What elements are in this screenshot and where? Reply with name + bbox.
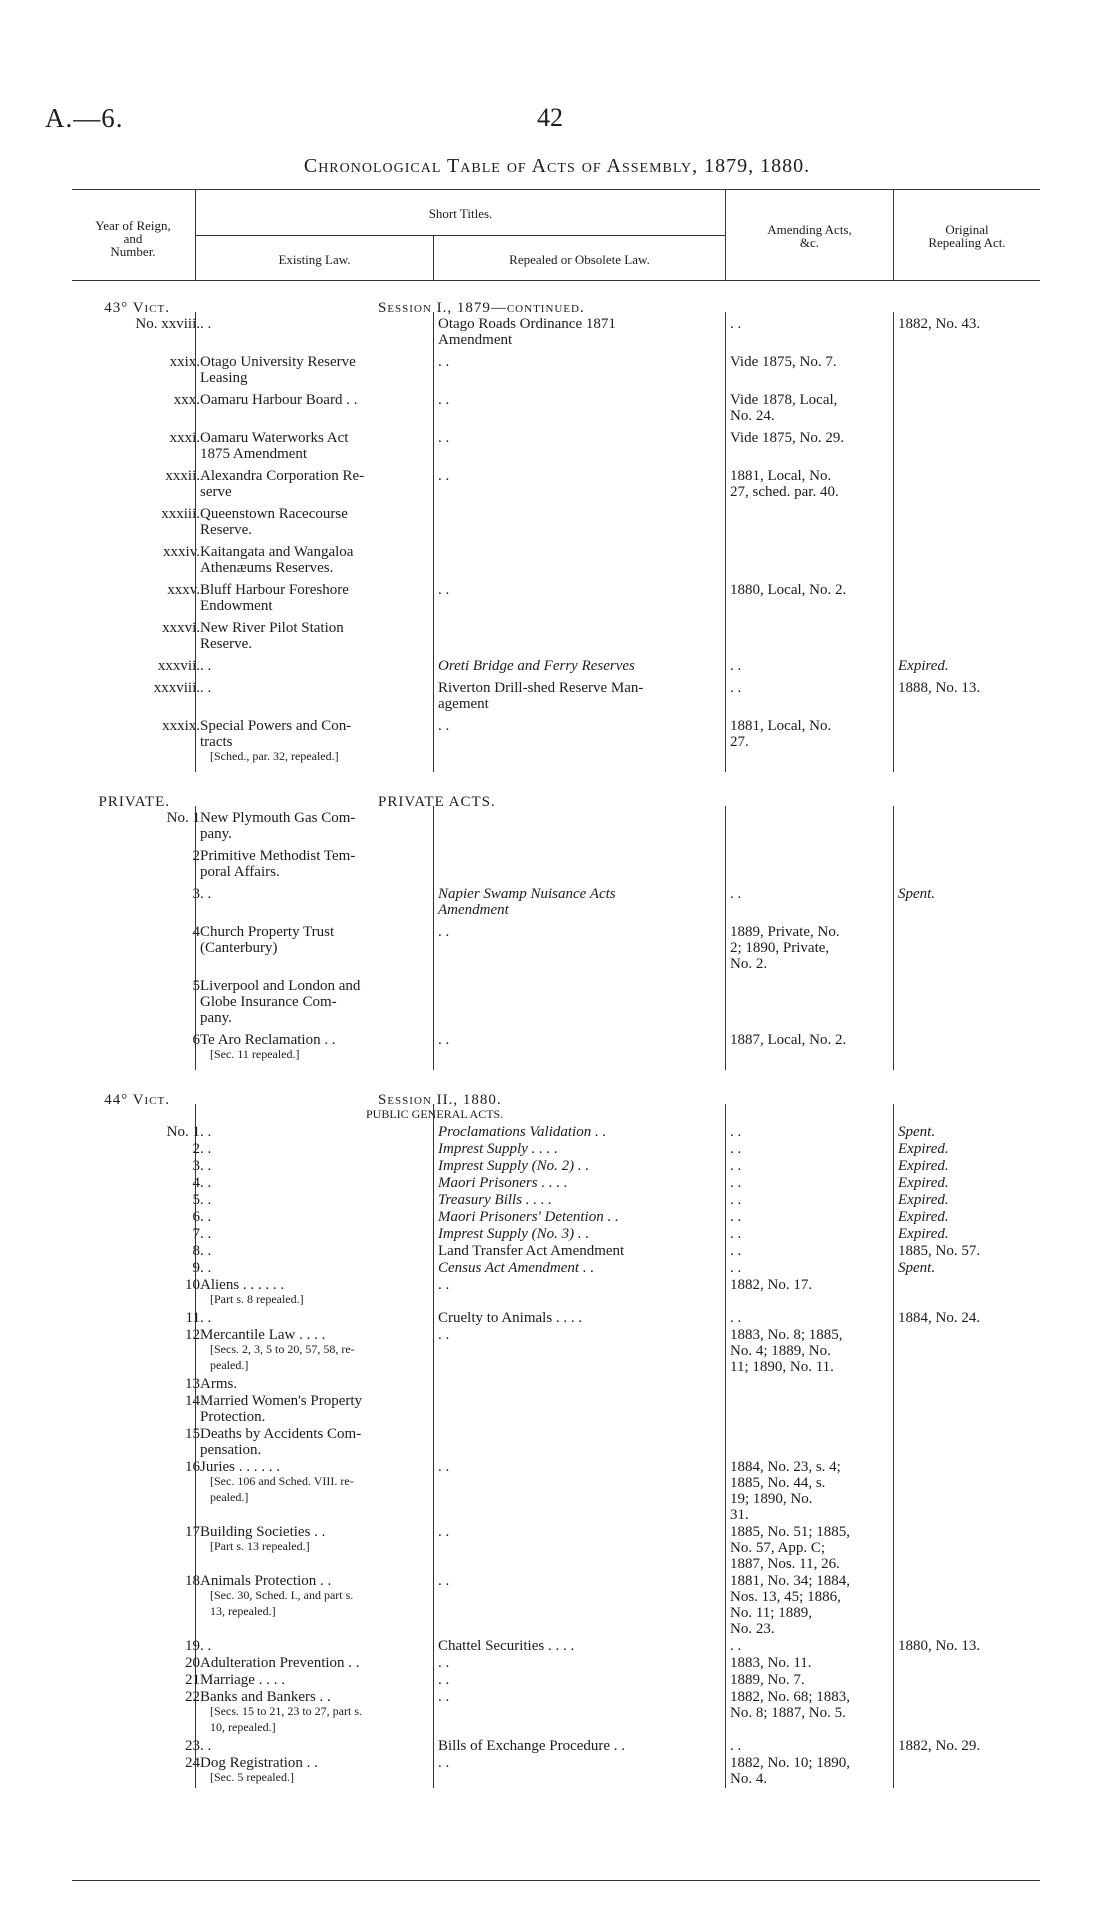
existing-law: Reserve. xyxy=(200,522,253,538)
existing-law: poral Affairs. xyxy=(200,864,280,880)
act-number: 8 xyxy=(192,1243,200,1259)
existing-law: pany. xyxy=(200,826,232,842)
act-number: 21 xyxy=(185,1672,200,1688)
amending-act: 1887, Local, No. 2. xyxy=(730,1032,847,1048)
existing-law: pensation. xyxy=(200,1442,262,1458)
existing-law: . . xyxy=(200,1209,212,1225)
existing-law: Oamaru Harbour Board . . xyxy=(200,392,358,408)
section-subheading: PUBLIC GENERAL ACTS. xyxy=(366,1107,504,1121)
repealed-law: Bills of Exchange Procedure . . xyxy=(438,1738,626,1754)
act-number: No. xxviii. xyxy=(135,316,200,332)
act-number: 4 xyxy=(192,924,200,940)
act-number: 10 xyxy=(185,1277,200,1293)
repealing-act: 1882, No. 43. xyxy=(898,316,981,332)
amending-act: Vide 1875, No. 29. xyxy=(730,430,845,446)
existing-law: Endowment xyxy=(200,598,273,614)
column-rule xyxy=(893,806,894,1070)
existing-law: Kaitangata and Wangaloa xyxy=(200,544,354,560)
repealed-law: Chattel Securities . . . . xyxy=(438,1638,575,1654)
amending-act: Nos. 13, 45; 1886, xyxy=(730,1589,841,1605)
repealed-law: Proclamations Validation . . xyxy=(438,1124,607,1140)
act-number: xxxiv. xyxy=(163,544,200,560)
act-number: 4 xyxy=(192,1175,200,1191)
act-number: 24 xyxy=(185,1755,200,1771)
repealed-law: Imprest Supply (No. 3) . . xyxy=(438,1226,590,1242)
act-number: xxx. xyxy=(173,392,200,408)
existing-law: Oamaru Waterworks Act xyxy=(200,430,349,446)
act-number: 23 xyxy=(185,1738,200,1754)
existing-law: Banks and Bankers . . xyxy=(200,1689,331,1705)
repealed-law: Imprest Supply . . . . xyxy=(438,1141,558,1157)
amending-act: No. 4. xyxy=(730,1771,768,1787)
existing-law: Deaths by Accidents Com- xyxy=(200,1426,362,1442)
existing-law: Globe Insurance Com- xyxy=(200,994,337,1010)
act-number: xxxv. xyxy=(167,582,200,598)
existing-law: . . xyxy=(200,1310,212,1326)
repealed-law: Amendment xyxy=(438,902,509,918)
column-rule xyxy=(893,1104,894,1788)
existing-law: Marriage . . . . xyxy=(200,1672,285,1688)
existing-law: Liverpool and London and xyxy=(200,978,361,994)
repealed-law: Oreti Bridge and Ferry Reserves xyxy=(438,658,635,674)
repealed-law: Imprest Supply (No. 2) . . xyxy=(438,1158,590,1174)
existing-law: pealed.] xyxy=(210,1358,249,1372)
repealing-act: 1888, No. 13. xyxy=(898,680,981,696)
reign-label: 43° Vict. xyxy=(104,300,170,316)
amending-act: . . xyxy=(730,1124,742,1140)
amending-act: 1882, No. 68; 1883, xyxy=(730,1689,850,1705)
existing-law: . . xyxy=(200,1141,212,1157)
amending-act: 1889, No. 7. xyxy=(730,1672,805,1688)
section-heading: Session II., 1880. xyxy=(378,1092,502,1108)
repealed-law: Cruelty to Animals . . . . xyxy=(438,1310,583,1326)
short-titles-rule xyxy=(195,235,725,236)
act-number: 20 xyxy=(185,1655,200,1671)
act-number: 3 xyxy=(192,886,200,902)
amending-act: 1881, No. 34; 1884, xyxy=(730,1573,850,1589)
amending-act: 11; 1890, No. 11. xyxy=(730,1359,834,1375)
act-number: xxxvi. xyxy=(162,620,200,636)
act-number: xxxvii. xyxy=(157,658,200,674)
existing-law: serve xyxy=(200,484,232,500)
amending-act: . . xyxy=(730,1638,742,1654)
table-top-rule xyxy=(72,189,1040,190)
repealed-law: Amendment xyxy=(438,332,513,348)
existing-law: [Secs. 2, 3, 5 to 20, 57, 58, re- xyxy=(210,1342,355,1356)
act-number: 16 xyxy=(185,1459,200,1475)
amending-act: 27. xyxy=(730,734,749,750)
act-number: 19 xyxy=(185,1638,200,1654)
repealed-law: . . xyxy=(438,1655,450,1671)
repealed-law: Napier Swamp Nuisance Acts xyxy=(438,886,616,902)
reign-label: PRIVATE. xyxy=(98,794,170,810)
existing-law: Leasing xyxy=(200,370,248,386)
existing-law: . . xyxy=(200,680,212,696)
col-header-original: Original Repealing Act. xyxy=(928,222,1006,250)
amending-act: . . xyxy=(730,658,742,674)
amending-act: 1881, Local, No. xyxy=(730,718,832,734)
amending-act: No. 24. xyxy=(730,408,775,424)
existing-law: pealed.] xyxy=(210,1490,249,1504)
column-rule xyxy=(725,312,726,772)
act-number: 17 xyxy=(185,1524,200,1540)
act-number: xxxi. xyxy=(169,430,200,446)
existing-law: Bluff Harbour Foreshore xyxy=(200,582,349,598)
existing-law: [Secs. 15 to 21, 23 to 27, part s. xyxy=(210,1704,362,1718)
existing-law: . . xyxy=(200,1243,212,1259)
col-header-amending: Amending Acts, &c. xyxy=(767,222,852,250)
existing-law: Otago University Reserve xyxy=(200,354,356,370)
amending-act: No. 2. xyxy=(730,956,768,972)
act-number: 18 xyxy=(185,1573,200,1589)
act-number: 6 xyxy=(192,1209,200,1225)
amending-act: . . xyxy=(730,1738,742,1754)
amending-act: Vide 1878, Local, xyxy=(730,392,838,408)
act-number: 5 xyxy=(192,978,200,994)
amending-act: No. 57, App. C; xyxy=(730,1540,826,1556)
existing-law: New River Pilot Station xyxy=(200,620,344,636)
repealing-act: Spent. xyxy=(898,1124,936,1140)
column-rule xyxy=(433,312,434,772)
amending-act: . . xyxy=(730,1226,742,1242)
col-header-short-titles: Short Titles. xyxy=(428,206,493,221)
repealing-act: Expired. xyxy=(898,1192,949,1208)
act-number: 5 xyxy=(192,1192,200,1208)
amending-act: No. 8; 1887, No. 5. xyxy=(730,1705,846,1721)
repealed-law: . . xyxy=(438,1672,450,1688)
repealed-law: . . xyxy=(438,1755,450,1771)
act-number: xxxviii. xyxy=(153,680,200,696)
act-number: 7 xyxy=(192,1226,200,1242)
existing-law: Juries . . . . . . xyxy=(200,1459,280,1475)
header-bottom-rule xyxy=(72,280,1040,281)
repealed-law: agement xyxy=(438,696,489,712)
existing-law: tracts xyxy=(200,734,233,750)
repealing-act: Expired. xyxy=(898,1209,949,1225)
act-number: No. 1 xyxy=(166,1124,200,1140)
repealing-act: 1884, No. 24. xyxy=(898,1310,981,1326)
existing-law: Adulteration Prevention . . xyxy=(200,1655,360,1671)
amending-act: No. 4; 1889, No. xyxy=(730,1343,831,1359)
existing-law: . . xyxy=(200,658,212,674)
existing-law: [Sec. 30, Sched. I., and part s. xyxy=(210,1588,354,1602)
series-code: A.—6. xyxy=(45,103,124,133)
act-number: xxix. xyxy=(169,354,200,370)
amending-act: . . xyxy=(730,1158,742,1174)
act-number: 12 xyxy=(185,1327,200,1343)
act-number: 2 xyxy=(192,1141,200,1157)
section-heading: Session I., 1879—continued. xyxy=(378,300,585,316)
existing-law: Church Property Trust xyxy=(200,924,335,940)
amending-act: 1880, Local, No. 2. xyxy=(730,582,847,598)
existing-law: Primitive Methodist Tem- xyxy=(200,848,356,864)
existing-law: Married Women's Property xyxy=(200,1393,363,1409)
column-rule xyxy=(725,1104,726,1788)
col-header-repealed: Repealed or Obsolete Law. xyxy=(509,252,650,267)
act-number: 6 xyxy=(192,1032,200,1048)
existing-law: [Part s. 13 repealed.] xyxy=(210,1539,310,1553)
column-rule xyxy=(893,312,894,772)
repealed-law: . . xyxy=(438,1327,450,1343)
amending-act: 1885, No. 51; 1885, xyxy=(730,1524,850,1540)
repealed-law: Maori Prisoners' Detention . . xyxy=(438,1209,619,1225)
existing-law: . . xyxy=(200,1738,212,1754)
act-number: No. 1 xyxy=(166,810,200,826)
existing-law: [Part s. 8 repealed.] xyxy=(210,1292,304,1306)
repealed-law: . . xyxy=(438,1689,450,1705)
column-rule xyxy=(195,312,196,772)
repealed-law: . . xyxy=(438,1459,450,1475)
repealed-law: Riverton Drill-shed Reserve Man- xyxy=(438,680,644,696)
existing-law: 10, repealed.] xyxy=(210,1720,276,1734)
existing-law: . . xyxy=(200,1192,212,1208)
existing-law: . . xyxy=(200,1175,212,1191)
amending-act: . . xyxy=(730,1141,742,1157)
act-number: 15 xyxy=(185,1426,200,1442)
existing-law: . . xyxy=(200,316,212,332)
existing-law: (Canterbury) xyxy=(200,940,278,956)
amending-act: 1882, No. 17. xyxy=(730,1277,813,1293)
amending-act: . . xyxy=(730,1192,742,1208)
repealed-law: . . xyxy=(438,354,450,370)
existing-law: . . xyxy=(200,1226,212,1242)
repealed-law: . . xyxy=(438,924,450,940)
amending-act: 1884, No. 23, s. 4; xyxy=(730,1459,841,1475)
existing-law: . . xyxy=(200,1124,212,1140)
column-rule xyxy=(433,806,434,1070)
existing-law: . . xyxy=(200,1260,212,1276)
col-header-year: Year of Reign, and Number. xyxy=(95,218,171,259)
repealed-law: . . xyxy=(438,392,450,408)
page-title: Chronological Table of Acts of Assembly, 1879, 1880. xyxy=(303,155,811,177)
existing-law: New Plymouth Gas Com- xyxy=(200,810,356,826)
repealed-law: . . xyxy=(438,1277,450,1293)
amending-act: No. 23. xyxy=(730,1621,775,1637)
amending-act: Vide 1875, No. 7. xyxy=(730,354,837,370)
existing-law: Aliens . . . . . . xyxy=(200,1277,285,1293)
col-divider-1 xyxy=(195,189,196,280)
amending-act: 1883, No. 8; 1885, xyxy=(730,1327,843,1343)
column-rule xyxy=(195,806,196,1070)
amending-act: 1889, Private, No. xyxy=(730,924,840,940)
amending-act: 1883, No. 11. xyxy=(730,1655,812,1671)
repealing-act: Spent. xyxy=(898,886,936,902)
existing-law: Athenæums Reserves. xyxy=(200,560,334,576)
existing-law: Animals Protection . . xyxy=(200,1573,332,1589)
existing-law: . . xyxy=(200,886,212,902)
act-number: 13 xyxy=(185,1376,200,1392)
act-number: 14 xyxy=(185,1393,200,1409)
existing-law: [Sec. 5 repealed.] xyxy=(210,1770,294,1784)
amending-act: 1885, No. 44, s. xyxy=(730,1475,826,1491)
act-number: xxxix. xyxy=(162,718,200,734)
repealing-act: Expired. xyxy=(898,1158,949,1174)
existing-law: Dog Registration . . xyxy=(200,1755,318,1771)
repealed-law: . . xyxy=(438,1032,450,1048)
repealed-law: . . xyxy=(438,430,450,446)
amending-act: . . xyxy=(730,316,742,332)
act-number: 9 xyxy=(192,1260,200,1276)
amending-act: . . xyxy=(730,1175,742,1191)
repealed-law: Census Act Amendment . . xyxy=(438,1260,595,1276)
existing-law: pany. xyxy=(200,1010,232,1026)
existing-law: Special Powers and Con- xyxy=(200,718,352,734)
repealed-law: . . xyxy=(438,1573,450,1589)
repealing-act: Expired. xyxy=(898,1226,949,1242)
amending-act: . . xyxy=(730,886,742,902)
repealing-act: 1882, No. 29. xyxy=(898,1738,981,1754)
repealed-law: . . xyxy=(438,582,450,598)
existing-law: . . xyxy=(200,1158,212,1174)
section-heading: PRIVATE ACTS. xyxy=(378,794,496,810)
repealing-act: Spent. xyxy=(898,1260,936,1276)
amending-act: . . xyxy=(730,1260,742,1276)
existing-law: [Sched., par. 32, repealed.] xyxy=(210,749,339,763)
existing-law: Mercantile Law . . . . xyxy=(200,1327,326,1343)
act-number: 22 xyxy=(185,1689,200,1705)
act-number: xxxiii. xyxy=(161,506,200,522)
existing-law: . . xyxy=(200,1638,212,1654)
existing-law: [Sec. 106 and Sched. VIII. re- xyxy=(210,1474,354,1488)
act-number: xxxii. xyxy=(165,468,200,484)
amending-act: . . xyxy=(730,680,742,696)
amending-act: No. 11; 1889, xyxy=(730,1605,812,1621)
amending-act: 19; 1890, No. xyxy=(730,1491,813,1507)
table-bottom-rule xyxy=(72,1880,1040,1881)
repealed-law: . . xyxy=(438,718,450,734)
act-number: 3 xyxy=(192,1158,200,1174)
amending-act: . . xyxy=(730,1310,742,1326)
existing-law: Reserve. xyxy=(200,636,253,652)
existing-law: 1875 Amendment xyxy=(200,446,308,462)
existing-law: Queenstown Racecourse xyxy=(200,506,348,522)
repealing-act: 1880, No. 13. xyxy=(898,1638,981,1654)
repealing-act: Expired. xyxy=(898,1175,949,1191)
amending-act: . . xyxy=(730,1209,742,1225)
amending-act: 1887, Nos. 11, 26. xyxy=(730,1556,840,1572)
column-rule xyxy=(195,1104,196,1788)
column-rule xyxy=(433,1104,434,1788)
existing-law: [Sec. 11 repealed.] xyxy=(210,1047,300,1061)
column-rule xyxy=(725,806,726,1070)
amending-act: . . xyxy=(730,1243,742,1259)
existing-law: 13, repealed.] xyxy=(210,1604,276,1618)
act-number: 2 xyxy=(192,848,200,864)
amending-act: 27, sched. par. 40. xyxy=(730,484,839,500)
existing-law: Alexandra Corporation Re- xyxy=(200,468,365,484)
amending-act: 31. xyxy=(730,1507,749,1523)
amending-act: 1881, Local, No. xyxy=(730,468,832,484)
repealed-law: . . xyxy=(438,468,450,484)
repealed-law: Treasury Bills . . . . xyxy=(438,1192,553,1208)
reign-label: 44° Vict. xyxy=(104,1092,170,1108)
amending-act: 1882, No. 10; 1890, xyxy=(730,1755,850,1771)
page-number: 42 xyxy=(537,103,563,132)
amending-act: 2; 1890, Private, xyxy=(730,940,830,956)
repealing-act: Expired. xyxy=(898,1141,949,1157)
repealed-law: Otago Roads Ordinance 1871 xyxy=(438,316,616,332)
repealed-law: . . xyxy=(438,1524,450,1540)
repealed-law: Maori Prisoners . . . . xyxy=(438,1175,568,1191)
repealing-act: 1885, No. 57. xyxy=(898,1243,981,1259)
col-header-existing: Existing Law. xyxy=(278,252,351,267)
existing-law: Arms. xyxy=(200,1376,238,1392)
existing-law: Building Societies . . xyxy=(200,1524,326,1540)
repealed-law: Land Transfer Act Amendment xyxy=(438,1243,625,1259)
existing-law: Te Aro Reclamation . . xyxy=(200,1032,336,1048)
repealing-act: Expired. xyxy=(898,658,949,674)
act-number: 11 xyxy=(185,1310,200,1326)
existing-law: Protection. xyxy=(200,1409,266,1425)
